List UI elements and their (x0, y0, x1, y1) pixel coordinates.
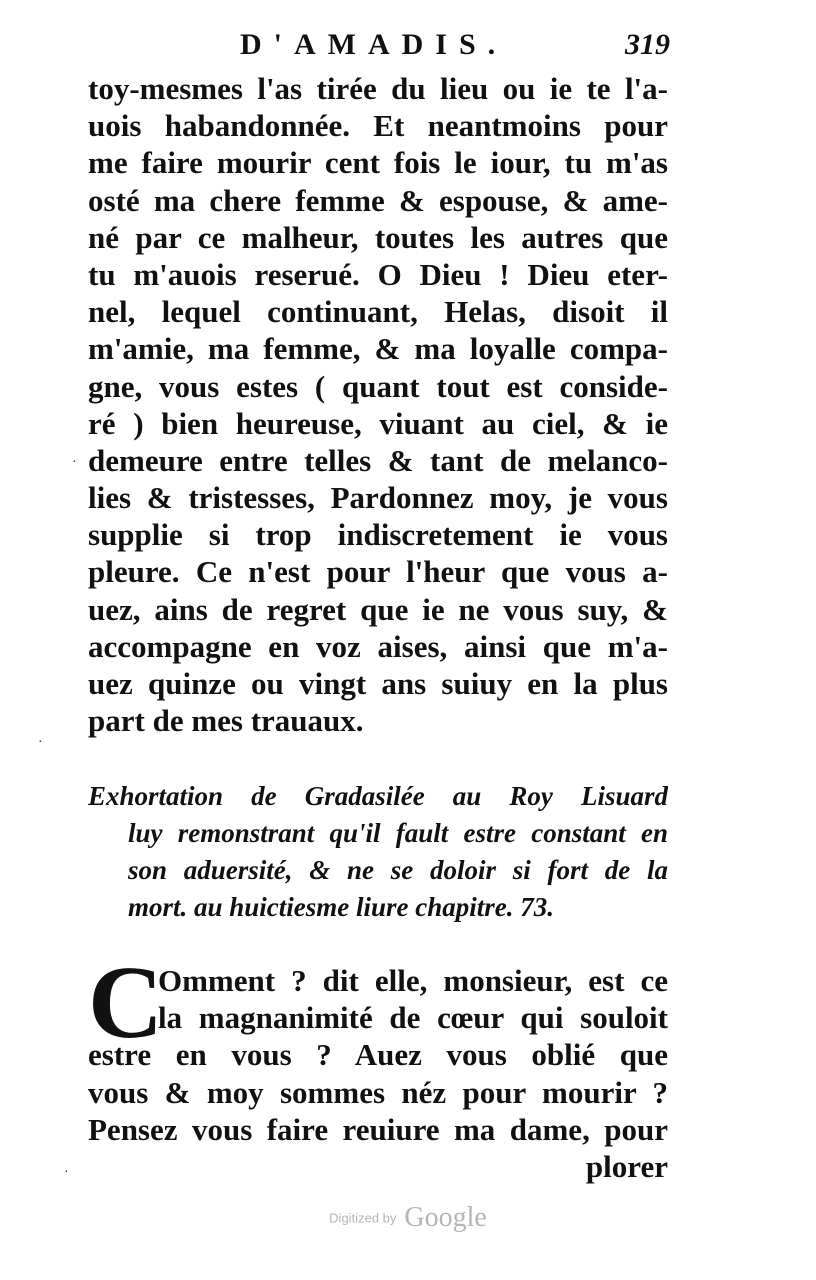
text-line: osté ma chere femme & espouse, & ame- (88, 182, 668, 218)
text-line: accompagne en voz aises, ainsi que m'a- (88, 628, 668, 664)
text-line: demeure entre telles & tant de melanco- (88, 442, 668, 478)
text-line: me faire mourir cent fois le iour, tu m'as (88, 145, 668, 181)
text-line: ré ) bien heureuse, viuant au ciel, & ie (88, 405, 668, 441)
page-number: 319 (625, 28, 670, 61)
text-line: part de mes trauaux. (88, 703, 364, 739)
drop-cap: C (88, 945, 164, 1060)
rubric-line: son aduersité, & ne se doloir si fort de la (128, 855, 668, 885)
text-line: uois habandonnée. Et neantmoins pour (88, 108, 668, 144)
text-line: né par ce malheur, toutes les autres que (88, 219, 668, 255)
text-line: m'amie, ma femme, & ma loyalle compa- (88, 331, 668, 367)
catchword: plorer (585, 1148, 668, 1184)
text-line: la magnanimité de cœur qui souloit (158, 1000, 668, 1036)
rubric-line: Exhortation de Gradasilée au Roy Lisuard (88, 781, 668, 811)
running-header (240, 28, 670, 68)
ink-speck: · (72, 455, 77, 470)
text-line: Pensez vous faire reuiure ma dame, pour (88, 1111, 668, 1147)
rubric-line: mort. au huictiesme liure chapitre. 73. (128, 892, 555, 922)
text-line: estre en vous ? Auez vous oblié que (88, 1037, 668, 1073)
text-line: Omment ? dit elle, monsieur, est ce (158, 963, 668, 998)
text-line: nel, lequel continuant, Helas, disoit il (88, 294, 668, 330)
text-line: supplie si trop indiscretement ie vous (88, 517, 668, 553)
watermark-prefix: Digitized by (329, 1210, 397, 1226)
body-paragraph (88, 70, 668, 739)
text-line: tu m'auois reserué. O Dieu ! Dieu eter- (88, 256, 668, 292)
text-line: uez quinze ou vingt ans suiuy en la plus (88, 666, 668, 701)
text-line: lies & tristesses, Pardonnez moy, je vous (88, 480, 668, 516)
text-line: toy-mesmes l'as tirée du lieu ou ie te l'a- (88, 71, 668, 106)
rubric-line: luy remonstrant qu'il fault estre constant en (128, 818, 668, 848)
text-line: vous & moy sommes néz pour mourir ? (88, 1074, 668, 1110)
ink-speck: · (38, 735, 43, 750)
text-line: uez, ains de regret que ie ne vous suy, & (88, 591, 668, 627)
text-line: pleure. Ce n'est pour l'heur que vous a- (88, 554, 668, 590)
chapter-rubric (88, 778, 668, 926)
google-logo: Google (404, 1202, 487, 1233)
running-title: D'AMADIS. (240, 28, 508, 61)
digitization-watermark (0, 1202, 816, 1234)
text-line: gne, vous estes ( quant tout est conside- (88, 368, 668, 404)
chapter-text (88, 945, 668, 1185)
ink-speck: · (64, 1165, 69, 1180)
